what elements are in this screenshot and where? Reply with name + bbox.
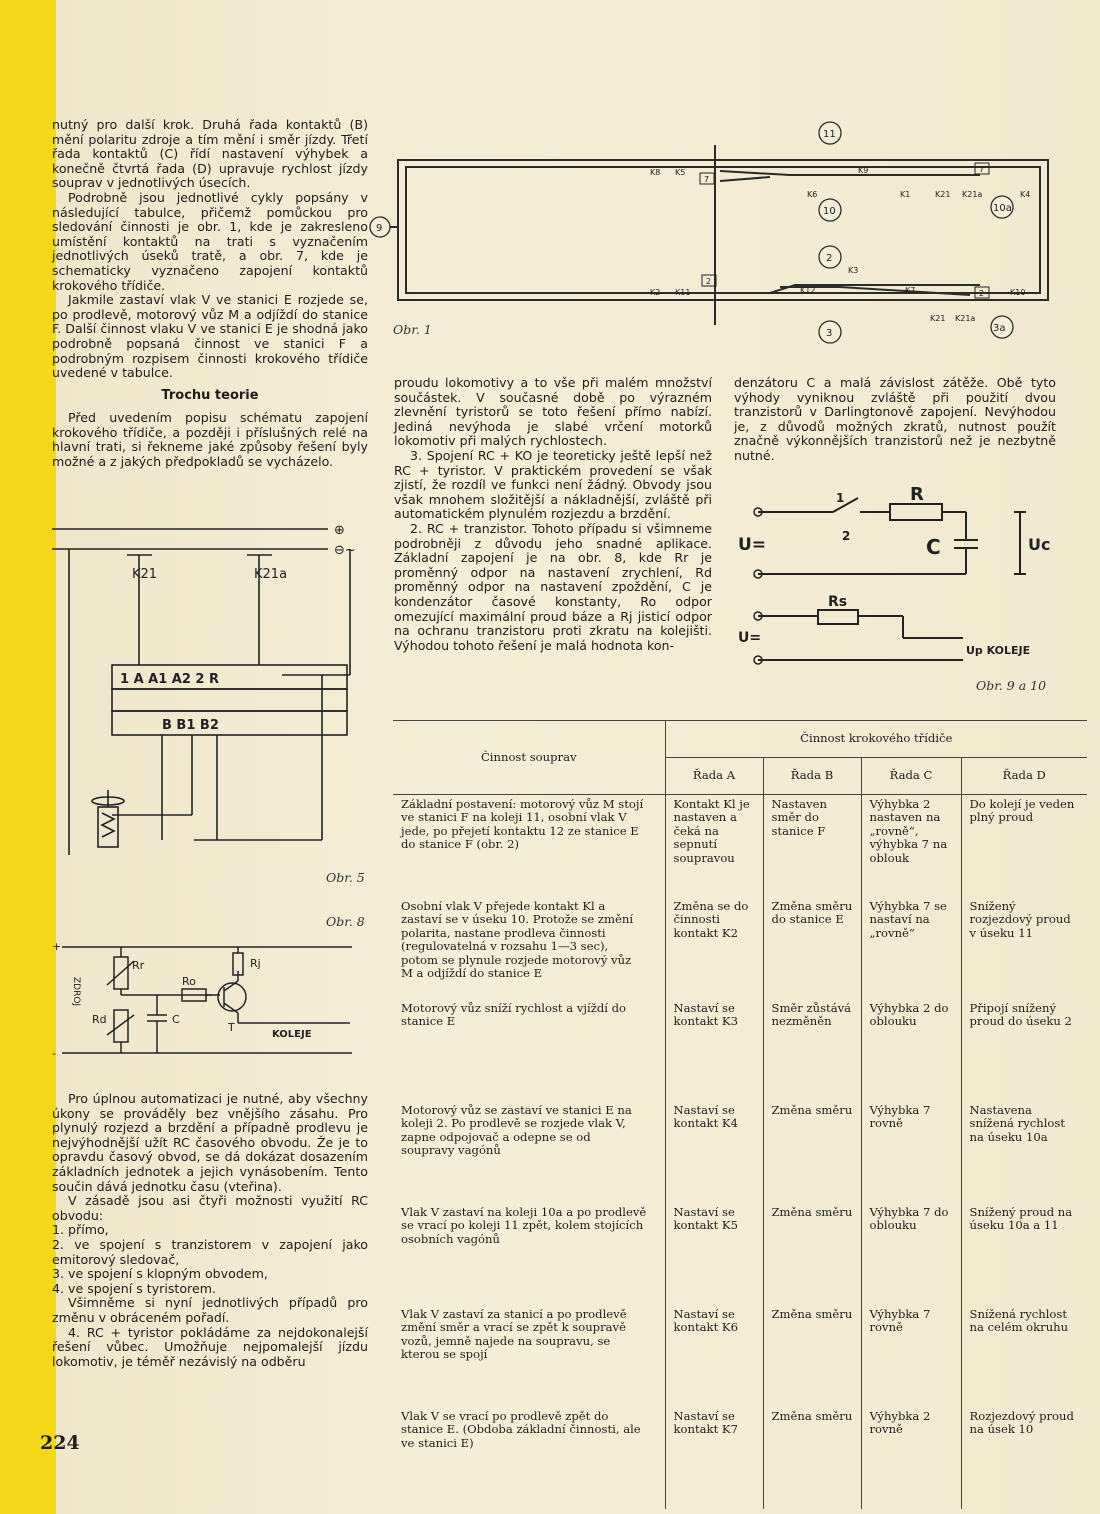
yellow-margin-strip xyxy=(0,0,56,1514)
list-item-4: 4. ve spojení s tyristorem. xyxy=(52,1280,216,1296)
section-number: 3a xyxy=(993,323,1006,334)
cell-rada-b: Změna směru xyxy=(763,1101,861,1203)
caption-obr-9-10: Obr. 9 a 10 xyxy=(976,678,1047,693)
table-row xyxy=(393,795,1087,898)
cell-rada-a: Nastaví se kontakt K4 xyxy=(665,1101,763,1203)
mid-para-2: 3. Spojení RC + KO je teoreticky ještě lepší než RC + tyristor. V praktickém provedení se však zjistí, že rozdíl ve funkci není žádný. Obvody jsou však mnohem složitější a nákladnější, zvláště při automatickém plynulém rozjezdu a brzdění. xyxy=(394,447,712,522)
cell-rada-c: Výhybka 2 do oblouku xyxy=(861,999,961,1101)
left-para-4: Před uvedením popisu schématu zapojení krokového třídiče, a později i příslušných relé na hlavní trati, si řekneme jaké způsoby řešení byly možné a z jakých předpokladů se vycházelo. xyxy=(52,410,368,470)
cell-activity: Vlak V zastaví za stanicí a po prodlevě změní směr a vrací se zpět k soupravě vozů, jemně najede na soupravu, se kterou se spojí xyxy=(401,1307,627,1362)
cell-activity: Vlak V se vrací po prodlevě zpět do stanice E. (Obdoba základní činnosti, ale ve stanici E) xyxy=(401,1409,641,1450)
fig9-uc-label: Uc xyxy=(1028,535,1051,554)
right-para-1: denzátoru C a malá závislost zátěže. Obě tyto výhody vyniknou zvláště při použití dvou tranzistorů v Darlingtonově zapojení. Nevýhodou je, z důvodů možných zkratů, nutnost použít značně výkonnějších tranzistorů než je nezbytně nutné. xyxy=(734,375,1056,463)
cell-rada-d: Snížený proud na úseku 10a a 11 xyxy=(961,1203,1087,1305)
track-label: K21a xyxy=(962,190,983,199)
list-item-1: 1. přímo, xyxy=(52,1222,109,1238)
koleje-label: KOLEJE xyxy=(272,1029,312,1040)
cell-rada-d: Rozjezdový proud na úsek 10 xyxy=(961,1407,1087,1509)
cell-rada-c: Výhybka 7 se nastaví na „rovně“ xyxy=(861,897,961,999)
cell-rada-b: Změna směru xyxy=(763,1305,861,1407)
zdroj-label: ZDROJ xyxy=(71,977,81,1007)
track-label: 2 xyxy=(706,277,712,286)
switch-pos-1: 1 xyxy=(836,491,845,505)
track-label: K10 xyxy=(1010,288,1026,297)
left-column-bottom xyxy=(52,1092,368,1369)
cell-rada-d: Do kolejí je veden plný proud xyxy=(961,795,1087,898)
cell-activity: Základní postavení: motorový vůz M stojí ve stanici F na koleji 11, osobní vlak V jede, po přejetí kontaktu 12 ze stanice E do stanice F (obr. 2) xyxy=(401,797,644,852)
cell-rada-a: Kontakt Kl je nastaven a čeká na sepnutí soupravou xyxy=(665,795,763,898)
cell-rada-b: Změna směru xyxy=(763,1407,861,1509)
cell-rada-d: Nastavena snížená rychlost na úseku 10a xyxy=(961,1101,1087,1203)
stepper-row-a: 1 A A1 A2 2 R xyxy=(120,672,220,687)
cell-activity: Motorový vůz sníží rychlost a vjíždí do stanice E xyxy=(401,1001,627,1029)
track-label: K4 xyxy=(1020,190,1031,199)
table-col-b: Řada B xyxy=(763,758,861,795)
fig9-u-label: U= xyxy=(738,535,767,555)
cell-rada-c: Výhybka 7 rovně xyxy=(861,1101,961,1203)
table-row xyxy=(393,999,1087,1101)
track-label: K1 xyxy=(900,190,911,199)
table-row xyxy=(393,1407,1087,1509)
table-header-group: Činnost krokového třídiče xyxy=(665,721,1087,758)
track-label: K3 xyxy=(848,266,859,275)
cell-rada-a: Nastaví se kontakt K3 xyxy=(665,999,763,1101)
cell-rada-c: Výhybka 7 do oblouku xyxy=(861,1203,961,1305)
section-heading: Trochu teorie xyxy=(161,387,259,403)
track-label: 7 xyxy=(704,175,710,184)
section-number: 3 xyxy=(826,328,833,339)
left-para-6: V zásadě jsou asi čtyři možnosti využití RC obvodu: xyxy=(52,1193,368,1223)
cell-rada-a: Nastaví se kontakt K6 xyxy=(665,1305,763,1407)
table-row xyxy=(393,1305,1087,1407)
figure-1-track-diagram xyxy=(370,115,1060,345)
section-number: 9 xyxy=(376,223,383,234)
contact-k21a-label: K21a xyxy=(254,567,288,582)
switch-pos-2: 2 xyxy=(842,529,851,543)
stepper-row-b: B B1 B2 xyxy=(162,718,219,733)
caption-obr-5: Obr. 5 xyxy=(326,870,365,885)
cell-rada-d: Snížená rychlost na celém okruhu xyxy=(961,1305,1087,1407)
left-column-top xyxy=(52,118,368,470)
plus-terminal: ⊕ xyxy=(334,523,345,538)
cell-rada-a: Změna se do činnosti kontakt K2 xyxy=(665,897,763,999)
figure-8-rc-transistor xyxy=(52,935,372,1065)
left-para-8: 4. RC + tyristor pokládáme za nejdokonalejší řešení vůbec. Umožňuje nejpomalejší jízdu lokomotiv, je téměř nezávislý na odběru xyxy=(52,1324,368,1369)
track-label: K2 xyxy=(650,288,661,297)
plus-sign: + xyxy=(52,940,62,953)
left-para-2: Podrobně jsou jednotlivé cykly popsány v následující tabulce, přičemž pomůckou pro sledování činnosti je obr. 1, kde je zakresleno umístění kontaktů na trati s vyznačením jednotlivých úseků tratě, a obr. 7, kde je schematicky vyznačeno zapojení kontaktů krokového třídiče. xyxy=(52,189,368,293)
left-para-3: Jakmile zastaví vlak V ve stanici E rozjede se, po prodlevě, motorový vůz M a odjíždí do stanice F. Další činnost vlaku V ve stanici E je shodná jako podrobně popsaná činnost ve stanici F a podrobným rozpisem činnosti krokového třídiče uvedené v tabulce. xyxy=(52,292,368,381)
cell-activity: Motorový vůz se zastaví ve stanici E na koleji 2. Po prodlevě se rozjede vlak V, zapne odpojovač a odepne se od soupravy vagónů xyxy=(401,1103,632,1158)
section-number: 11 xyxy=(823,129,836,140)
table-col-a: Řada A xyxy=(665,758,763,795)
mid-para-3: 2. RC + tranzistor. Tohoto případu si všimneme podrobněji z důvodu jeho snadné aplikace. Základní zapojení je na obr. 8, kde Rr je proměnný odpor na nastavení zrychlení, Rd proměnný odpor na nastavení zpoždění, C je kondenzátor časové konstanty, Ro odpor omezující maximální proud báze a Rj jisticí odpor na ochranu tranzistoru proti zkratu na kolejišti. Výhodou tohoto řešení je malá hodnota kon- xyxy=(394,520,712,653)
ro-label: Ro xyxy=(182,975,196,988)
track-label: K11 xyxy=(675,288,691,297)
cell-rada-b: Nastaven směr do stanice F xyxy=(763,795,861,898)
list-item-3: 3. ve spojení s klopným obvodem, xyxy=(52,1266,268,1282)
cell-rada-a: Nastaví se kontakt K5 xyxy=(665,1203,763,1305)
track-label: K21a xyxy=(955,314,976,323)
mid-para-1: proudu lokomotivy a to vše při malém množství součástek. V současné době po výrazném zlevnění tyristorů se toto řešení přímo nabízí. Jediná nevýhoda je slabé vrčení motorků lokomotiv při malých rychlostech. xyxy=(394,375,712,449)
table-row xyxy=(393,897,1087,999)
caption-obr-8: Obr. 8 xyxy=(326,914,365,929)
fig10-u-label: U= xyxy=(738,630,762,646)
fig10-up-label: Up KOLEJE xyxy=(966,644,1031,657)
left-para-5: Pro úplnou automatizaci je nutné, aby všechny úkony se prováděly bez vnějšího zásahu. Pro plynulý rozjezd a brzdění a případně prodlevu je nejvýhodnější užít RC časového obvodu. Že je to opravdu časový obvod, se dá dokázat dosazením základních jednotek a jejich vynásobením. Tento součin dává jednotku času (vteřina). xyxy=(52,1091,368,1194)
left-para-1: nutný pro další krok. Druhá řada kontaktů (B) mění polaritu zdroje a tím mění i směr jízdy. Třetí řada kontaktů (C) řídí nastavení výhybek a konečně čtvrtá řada (D) upravuje rychlost jízdy souprav v jednotlivých úsecích. xyxy=(52,117,368,191)
figure-9-10-rc-circuits xyxy=(738,478,1068,678)
section-number: 10a xyxy=(993,203,1012,214)
cell-rada-c: Výhybka 2 rovně xyxy=(861,1407,961,1509)
middle-column xyxy=(394,376,712,653)
cell-rada-c: Výhybka 2 nastaven na „rovně“, výhybka 7 na oblouk xyxy=(861,795,961,898)
cell-rada-d: Snížený rozjezdový proud v úseku 11 xyxy=(961,897,1087,999)
section-number: 10 xyxy=(823,206,836,217)
left-para-7: Všimněme si nyní jednotlivých případů pro změnu v obráceném pořadí. xyxy=(52,1295,368,1325)
rj-label: Rj xyxy=(250,957,261,970)
rr-label: Rr xyxy=(132,959,145,972)
track-label: K6 xyxy=(807,190,818,199)
cell-rada-d: Připojí snížený proud do úseku 2 xyxy=(961,999,1087,1101)
caption-obr-1: Obr. 1 xyxy=(393,322,432,337)
list-item-2: 2. ve spojení s tranzistorem v zapojení jako emitorový sledovač, xyxy=(52,1236,368,1267)
fig9-r-label: R xyxy=(910,484,924,505)
c-label: C xyxy=(172,1013,180,1026)
cell-activity: Osobní vlak V přejede kontakt Kl a zastaví se v úseku 10. Protože se změní polarita, nastane prodleva činnosti (regulovatelná v rozsahu 1—3 sec), potom se plynule rozjede motorový vůz M a odjíždí do stanice E xyxy=(401,899,634,981)
minus-terminal: ⊖~ xyxy=(334,543,356,558)
track-label: K12 xyxy=(800,286,816,295)
right-column xyxy=(734,376,1056,464)
table-header-activity: Činnost souprav xyxy=(393,721,665,795)
fig9-c-label: C xyxy=(926,535,941,559)
cell-rada-b: Změna směru do stanice E xyxy=(763,897,861,999)
cell-activity: Vlak V zastaví na koleji 10a a po prodlevě se vrací po koleji 11 zpět, kolem stojících osobních vagónů xyxy=(401,1205,647,1246)
track-label: K21 xyxy=(930,314,946,323)
t-label: T xyxy=(228,1021,235,1034)
table-row xyxy=(393,1101,1087,1203)
track-label: K8 xyxy=(650,168,661,177)
track-label: K7 xyxy=(905,286,916,295)
track-label: 2 xyxy=(979,289,985,298)
rd-label: Rd xyxy=(92,1013,107,1026)
cell-rada-b: Směr zůstává nezměněn xyxy=(763,999,861,1101)
table-row xyxy=(393,1203,1087,1305)
cell-rada-c: Výhybka 7 rovně xyxy=(861,1305,961,1407)
section-number: 2 xyxy=(826,253,833,264)
fig10-rs-label: Rs xyxy=(828,594,848,610)
cell-rada-b: Změna směru xyxy=(763,1203,861,1305)
track-label: K5 xyxy=(675,168,686,177)
figure-5-stepper-wiring xyxy=(52,515,372,860)
cell-rada-a: Nastaví se kontakt K7 xyxy=(665,1407,763,1509)
track-label: K9 xyxy=(858,166,869,175)
track-label: 7 xyxy=(979,165,985,174)
contact-k21-label: K21 xyxy=(132,567,158,582)
table-col-c: Řada C xyxy=(861,758,961,795)
minus-sign: - xyxy=(52,1047,56,1060)
track-label: K21 xyxy=(935,190,951,199)
table-col-d: Řada D xyxy=(961,758,1087,795)
activity-table xyxy=(393,720,1087,1509)
page-number: 224 xyxy=(40,1432,80,1454)
